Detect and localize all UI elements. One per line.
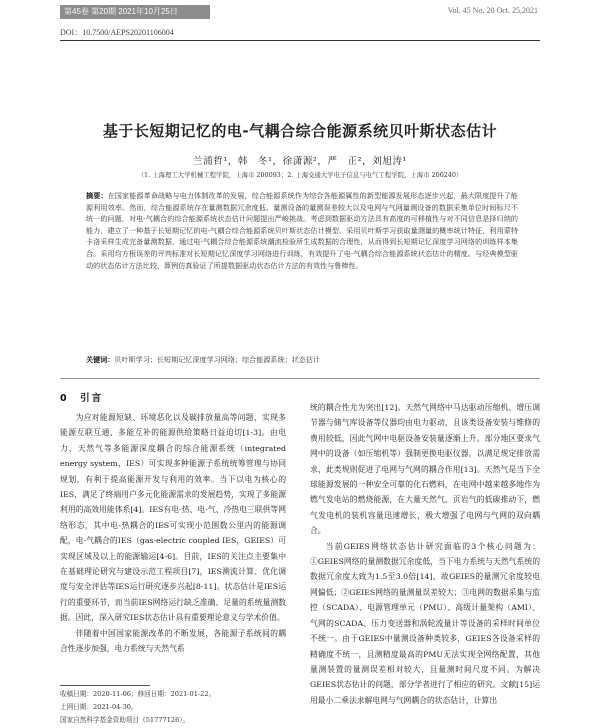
footnotes [60,688,286,726]
body-paragraph: 为应对能源短缺、环境恶化以及碳排放量高等问题，实现多能源互联互通、多能互补的能源供给策略日益迫切[1-3]。由电力、天然气等多能源深度耦合的综合能源系统（integrated energy system，IES）可实现多种能源子系统统筹管理与协同规划，有利于提高能源开发与利用的效率。当下以电为核心的IES，满足了终端用户多元化能源需求的发展趋势，实现了多能源利用的高效用能体系[4]。IES有电-热、电-气、冷热电三联供等网络形态，其中电-热耦合的IES可实现小范围数公里内的能源调配，电-气耦合的IES（gas-electric coupled IES，GEIES）可实现区域及以上的能源输运[4-6]。目前，IES的关注点主要集中在基础理论研究与建设示范工程项目[7]，IES测流计算、优化调度与安全评估等IES运行研究逐步兴起[8-11]。状态估计是IES运行的重要环节，而当前IES网络运行缺乏准确、足量的系统量测数据。因此，深入研究IES状态估计具有重要理论意义与学术价值。 [60,413,286,623]
body-paragraph: 伴随着中国国家能源改革的不断发展，各能源子系统间的耦合性逐步加强，电力系统与天然气系 [60,628,286,654]
abstract-text: 在国家能源革命战略与电力体制改革的发展，综合能源系统作为综合各能源属性的新型能源发展形态逐步兴起，最大限度提升了能源利用效率。然而，综合能源系统存在量测数据冗余度低、量测设备的量测误差较大以及电网与气网量测设备的数据采集单位时间标尺不统一的问题，对电-气耦合的综合能源系统状态估计问题提出严峻挑战。考虑到数据驱动方法具有高度的可移植性与对不同信息是择归纳的能力，建立了一种基于长短期记忆的电-气耦合综合能源系统贝叶斯状态估计模型。采用贝叶斯学习获取量测量的概率统计特征，利用蒙特卡洛采样生成完备量测数据，通过电-气耦合综合能源系统潮流检验所生成数据的合理性，从而得到长短期记忆深度学习网络的训练样本集合。采用均方根误差的评判标准对长短期记忆深度学习网络进行训练，有效提升了电-气耦合综合能源系统状态估计的精度。与经典模型驱动的状态估计方法比较，算例仿真验证了所提数据驱动状态估计方法的有效性与鲁棒性。 [86,191,518,270]
footnote-divider [60,685,150,686]
volume-issue-en: Vol. 45 No. 20 Oct. 25,2021 [447,6,538,15]
body-paragraph: 当前GEIES网络状态估计研究面临的3个核心问题为：①GEIES网络的量测数据冗余度低，当下电力系统与天然气系统的数据冗余度大致为1.5至3.0倍[14]，故GEIES的量测冗余度较电网偏低；②GEIES网络的量测量误差较大；③电网的数据采集与监控（SCADA）、电源管理单元（PMU）、高级计量架构（AMI）、气网的SCADA、压力变送器和涡轮流量计等设备的采样时间单位不统一。由于GEIES中量测设备种类较多，GEIES各设备采样的精确度不统一，且测精度最高的PMU无法实现全网络配置，其他量测装置的量测误差相对较大，且量测时间尺度不同。为解决GEIES状态估计的问题，部分学者进行了相应的研究。文献[15]运用最小二乘法求解电网与气网耦合的状态估计，计算出 [310,541,540,705]
header-divider [60,40,540,41]
right-column [310,400,540,708]
abstract-divider [60,378,540,379]
footnote-funding: 国家自然科学基金资助项目（51777126）。 [60,715,190,724]
abstract-label: 摘要： [86,191,108,200]
journal-header [0,0,600,20]
paper-title: 基于长短期记忆的电-气耦合综合能源系统贝叶斯状态估计 [102,122,498,140]
paper-affiliations: （1. 上海理工大学机械工程学院，上海市 200093；2. 上海交通大学电子信息与电气工程学院，上海市 200240） [137,171,463,179]
paper-authors: 兰浦哲¹，韩 冬¹，徐潇源²，严 正²，刘旭涛¹ [193,156,407,167]
keywords-label: 关键词： [86,355,115,364]
section-heading: 0 引言 [60,393,104,404]
volume-issue: 第45卷 第20期 2021年10月25日 [60,5,210,19]
body-paragraph: 统的耦合性尤为突出[12]。天然气网络中马达驱动压缩机、增压调节器与储气库设备等仪器均由电力驱动，且该类设备安装与维修的费用较低，因此气网中电驱设备安装量逐渐上升。部分地区要求气网中的设备（如压缩机等）强制更换电驱仪器，以满足规定排放需求，此类规则促进了电网与气网的耦合作用[13]。天然气是当下全球能源发展的一种安全可靠的化石燃料，在电网中越来越多地作为燃气发电站的燃烧能源，在大量天然气、页岩气的低碳推动下，燃气发电机的装机容量迅速增长，极大增强了电网与气网的双向耦合。 [310,403,540,536]
keywords-text: 贝叶斯学习；长短期记忆深度学习网络；综合能源系统；状态估计 [114,355,321,364]
doi: DOI：10.7500/AEPS20201106004 [60,28,174,37]
footnote-online: 上网日期：2021-04-30。 [60,702,138,711]
keywords [86,355,518,365]
footnote-received: 收稿日期：2020-11-06；修回日期：2021-01-22。 [60,690,216,698]
abstract [86,190,518,271]
left-column [60,410,286,657]
